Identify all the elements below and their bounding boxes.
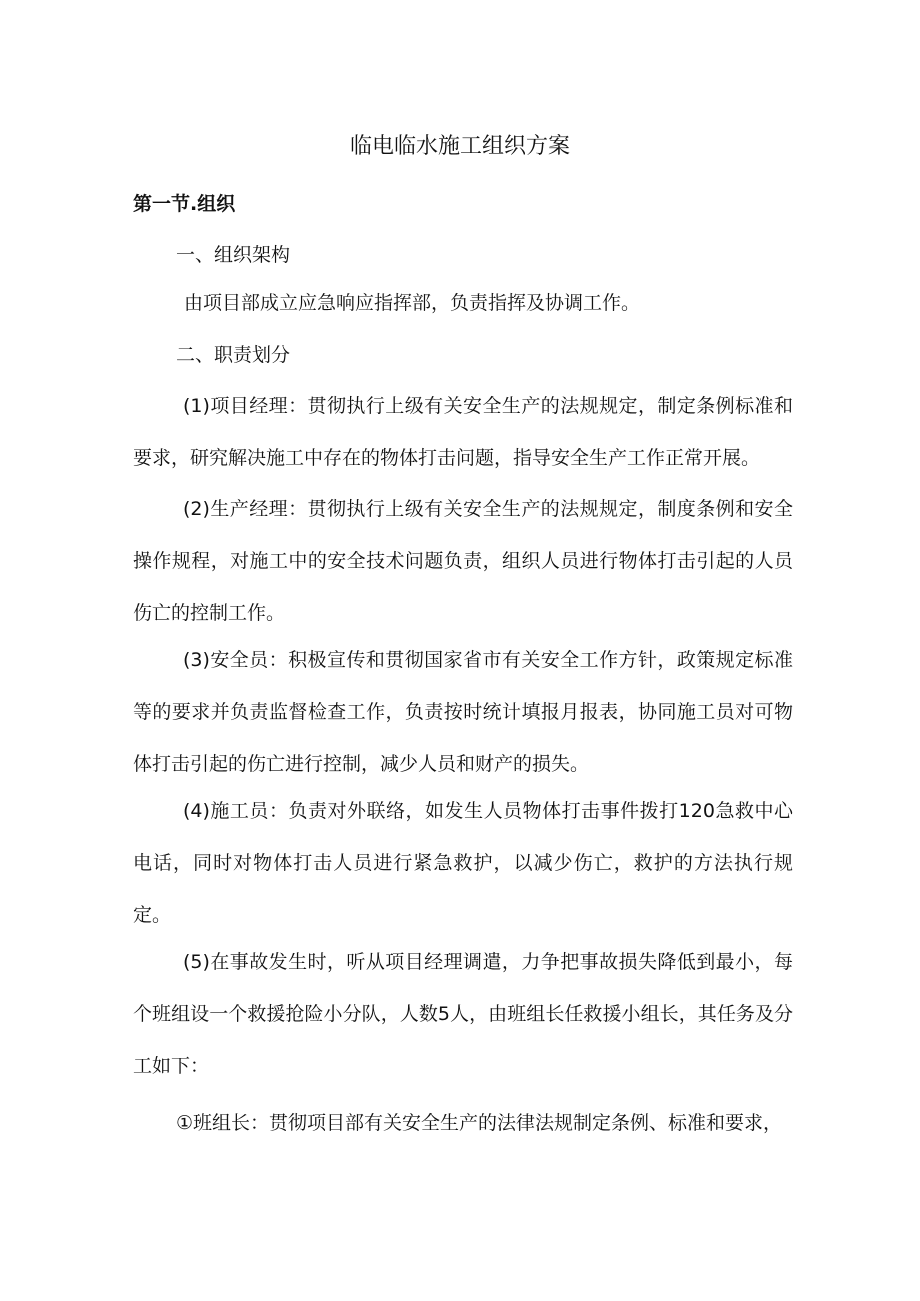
subheading-org-structure: 一、组织架构 bbox=[176, 244, 291, 266]
paragraph-project-manager: (1)项目经理：贯彻执行上级有关安全生产的法规规定，制定条例标准和要求，研究解决施工中存在的物体打击问题，指导安全生产工作正常开展。 bbox=[133, 395, 793, 469]
org-structure-text: 由项目部成立应急响应指挥部，负责指挥及协调工作。 bbox=[184, 292, 641, 314]
paragraph-production-manager: (2)生产经理：贯彻执行上级有关安全生产的法规规定，制度条例和安全操作规程，对施工中的安全技术问题负责，组织人员进行物体打击引起的人员伤亡的控制工作。 bbox=[133, 498, 793, 624]
paragraph-accident-response: (5)在事故发生时，听从项目经理调遣，力争把事故损失降低到最小，每个班组设一个救援抢险小分队，人数5人，由班组长任救援小组长，其任务及分工如下： bbox=[133, 951, 793, 1077]
subheading-responsibilities: 二、职责划分 bbox=[176, 344, 291, 366]
paragraph-construction-worker: (4)施工员：负责对外联络，如发生人员物体打击事件拨打120急救中心电话，同时对物体打击人员进行紧急救护，以减少伤亡，救护的方法执行规定。 bbox=[133, 800, 793, 926]
section-heading: 第一节.组织 bbox=[133, 193, 236, 215]
paragraph-team-leader: ①班组长：贯彻项目部有关安全生产的法律法规制定条例、标准和要求， bbox=[176, 1112, 783, 1134]
document-title: 临电临水施工组织方案 bbox=[349, 134, 570, 159]
paragraph-safety-officer: (3)安全员：积极宣传和贯彻国家省市有关安全工作方针，政策规定标准等的要求并负责监督检查工作，负责按时统计填报月报表，协同施工员对可物体打击引起的伤亡进行控制，减少人员和财产的损失。 bbox=[133, 649, 793, 775]
